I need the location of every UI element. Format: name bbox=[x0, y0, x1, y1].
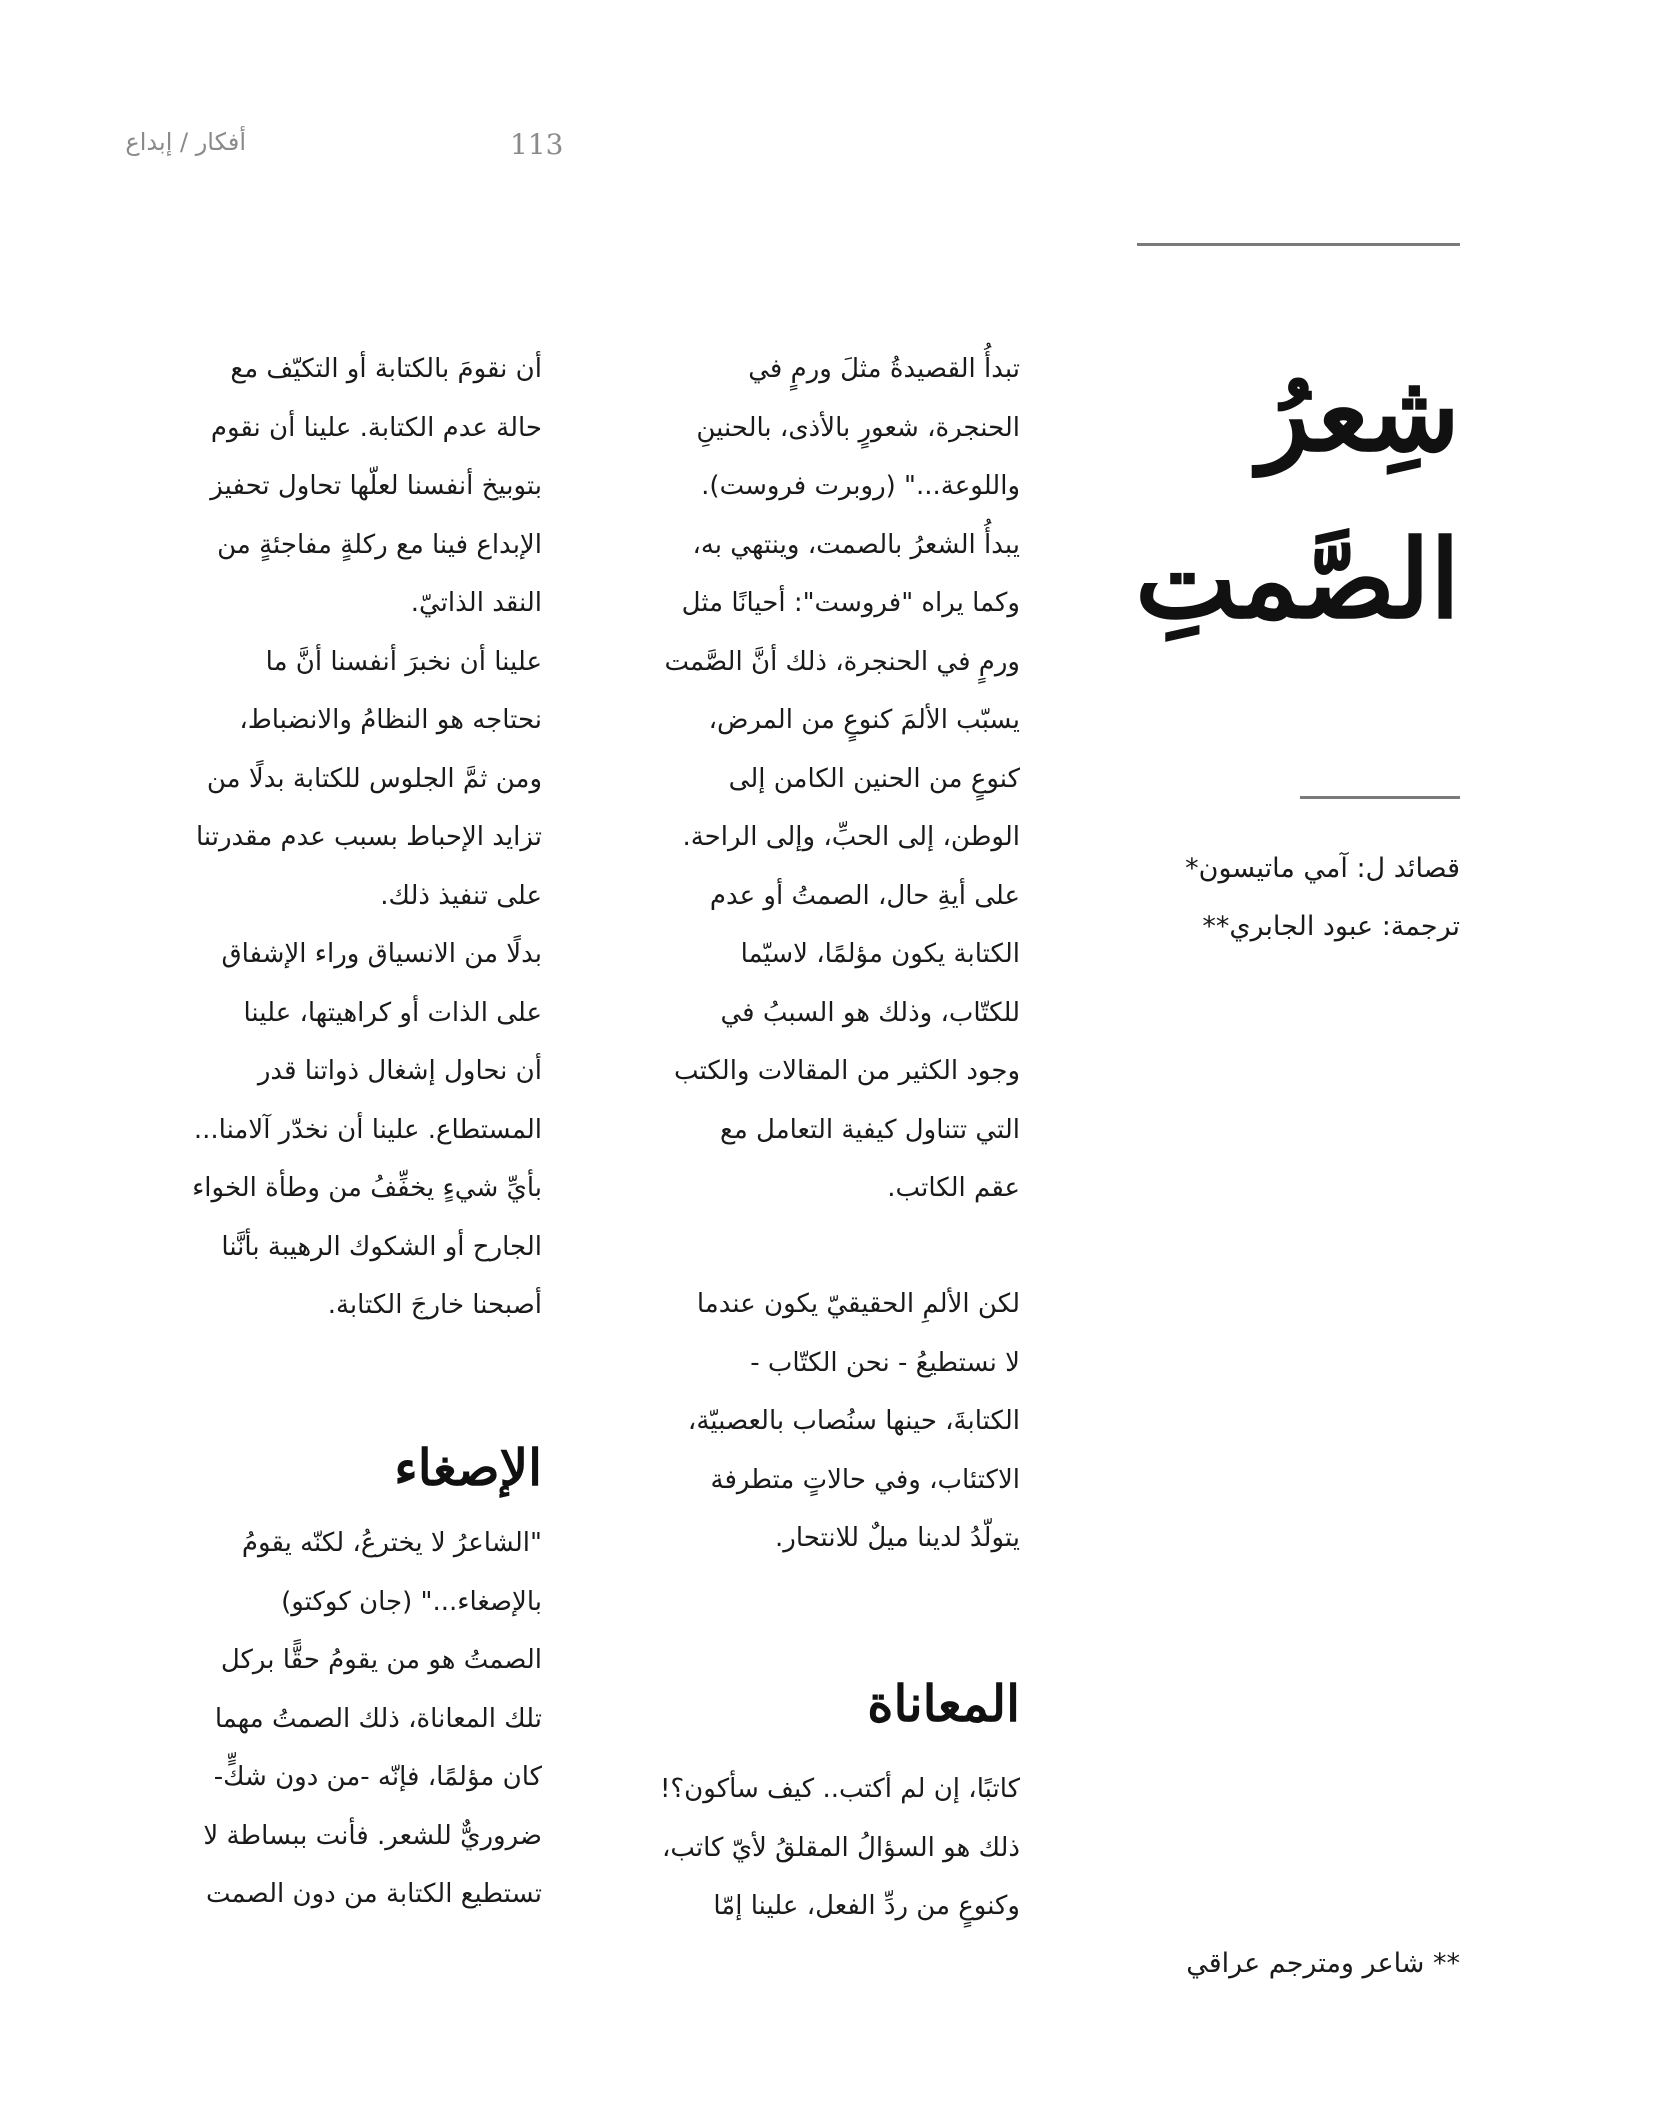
text-line: كان مؤلمًا، فإنّه -من دون شكٍّ- bbox=[213, 1762, 542, 1792]
text-line: يبدأُ الشعرُ بالصمت، وينتهي به، bbox=[692, 529, 1020, 560]
text-line: عقم الكاتب. bbox=[887, 1173, 1020, 1203]
text-line: الإبداع فينا مع ركلةٍ مفاجئةٍ من bbox=[217, 529, 542, 560]
middle-column-paragraph-3 bbox=[610, 1760, 1020, 1936]
text-line: ضروريٌّ للشعر. فأنت ببساطة لا bbox=[203, 1820, 542, 1851]
heading-suffering: المعاناة bbox=[867, 1674, 1020, 1733]
text-line: يتولّدُ لدينا ميلٌ للانتحار. bbox=[775, 1523, 1020, 1553]
middle-column-paragraph-2 bbox=[660, 1275, 1020, 1568]
text-line: ذلك هو السؤالُ المقلقُ لأيّ كاتب، bbox=[661, 1832, 1020, 1863]
credit-poems: قصائد ل: آمي ماتيسون* bbox=[1185, 853, 1460, 884]
text-line: بالإصغاء..." (جان كوكتو) bbox=[281, 1586, 542, 1617]
title-line-2: الصَّمتِ bbox=[1134, 517, 1460, 644]
text-line: المستطاع. علينا أن نخدّر آلامنا... bbox=[193, 1114, 542, 1145]
text-line: الجارح أو الشكوك الرهيبة بأنَّنا bbox=[221, 1231, 542, 1262]
text-line: الكتابة يكون مؤلمًا، لاسيّما bbox=[740, 939, 1020, 969]
article-title bbox=[1130, 330, 1460, 665]
text-line: الوطن، إلى الحبِّ، وإلى الراحة. bbox=[682, 822, 1020, 852]
text-line: بأيِّ شيءٍ يخفِّفُ من وطأة الخواء bbox=[192, 1173, 542, 1203]
text-line: حالة عدم الكتابة. علينا أن نقوم bbox=[210, 412, 542, 443]
text-line: على الذات أو كراهيتها، علينا bbox=[243, 997, 542, 1028]
text-line: لكن الألمِ الحقيقيّ يكون عندما bbox=[696, 1289, 1020, 1319]
text-line: وكما يراه "فروست": أحيانًا مثل bbox=[681, 588, 1020, 618]
text-line: ورمٍ في الحنجرة، ذلك أنَّ الصَّمت bbox=[664, 646, 1020, 677]
heading-listening: الإصغاء bbox=[394, 1438, 542, 1497]
text-line: الحنجرة، شعورٍ بالأذى، بالحنينِ bbox=[696, 412, 1020, 443]
text-line: نحتاجه هو النظامُ والانضباط، bbox=[239, 705, 542, 735]
text-line: على تنفيذ ذلك. bbox=[380, 880, 542, 911]
text-line: الاكتئاب، وفي حالاتٍ متطرفة bbox=[710, 1464, 1020, 1495]
text-line: ومن ثمَّ الجلوس للكتابة بدلًا من bbox=[206, 763, 542, 794]
text-line: النقد الذاتيّ. bbox=[410, 588, 542, 618]
left-column-paragraph-1 bbox=[140, 340, 542, 1335]
text-line: بتوبيخ أنفسنا لعلّها تحاول تحفيز bbox=[210, 471, 542, 501]
middle-column-paragraph-1 bbox=[660, 340, 1020, 1218]
text-line: كنوعٍ من الحنين الكامن إلى bbox=[728, 763, 1020, 794]
page-number: 113 bbox=[510, 128, 564, 161]
text-line: تبدأُ القصيدةُ مثلَ ورمٍ في bbox=[748, 354, 1020, 384]
text-line: تلك المعاناة، ذلك الصمتُ مهما bbox=[214, 1703, 542, 1734]
text-line: يسبّب الألمَ كنوعٍ من المرض، bbox=[708, 705, 1020, 735]
text-line: علينا أن نخبرَ أنفسنا أنَّ ما bbox=[265, 646, 542, 677]
text-line: "الشاعرُ لا يخترعُ، لكنّه يقومُ bbox=[241, 1528, 542, 1558]
credit-translation: ترجمة: عبود الجابري** bbox=[1202, 911, 1460, 942]
text-line: وجود الكثير من المقالات والكتب bbox=[674, 1056, 1020, 1086]
text-line: واللوعة..." (روبرت فروست). bbox=[701, 471, 1020, 501]
top-rule bbox=[1137, 243, 1460, 246]
text-line: أن نقومَ بالكتابة أو التكيّف مع bbox=[230, 354, 542, 384]
text-line: كاتبًا، إن لم أكتب.. كيف سأكون؟! bbox=[659, 1774, 1020, 1804]
text-line: للكتّاب، وذلك هو السببُ في bbox=[720, 997, 1020, 1028]
text-line: على أيةِ حال، الصمتُ أو عدم bbox=[709, 880, 1020, 911]
text-line: لا نستطيعُ - نحن الكتّاب - bbox=[750, 1347, 1020, 1378]
title-line-1: شِعرُ bbox=[1257, 350, 1460, 476]
footnote: ** شاعر ومترجم عراقي bbox=[1186, 1948, 1460, 1979]
text-line: الصمتُ هو من يقومُ حقًّا بركل bbox=[220, 1645, 542, 1675]
text-line: الكتابةَ، حينها سنُصاب بالعصبيّة، bbox=[687, 1406, 1020, 1436]
text-line: تزايد الإحباط بسبب عدم مقدرتنا bbox=[195, 822, 542, 852]
text-line: بدلًا من الانسياق وراء الإشفاق bbox=[221, 939, 542, 969]
title-rule bbox=[1300, 796, 1460, 799]
text-line: التي تتناول كيفية التعامل مع bbox=[719, 1114, 1020, 1145]
text-line: أن نحاول إشغال ذواتنا قدر bbox=[257, 1056, 542, 1086]
text-line: وكنوعٍ من ردِّ الفعل، علينا إمّا bbox=[713, 1891, 1020, 1921]
credits bbox=[1040, 840, 1460, 956]
section-label: أفكار / إبداع bbox=[125, 128, 246, 156]
text-line: أصبحنا خارجَ الكتابة. bbox=[327, 1290, 542, 1320]
left-column-paragraph-2 bbox=[140, 1514, 542, 1924]
text-line: تستطيع الكتابة من دون الصمت bbox=[206, 1879, 542, 1909]
